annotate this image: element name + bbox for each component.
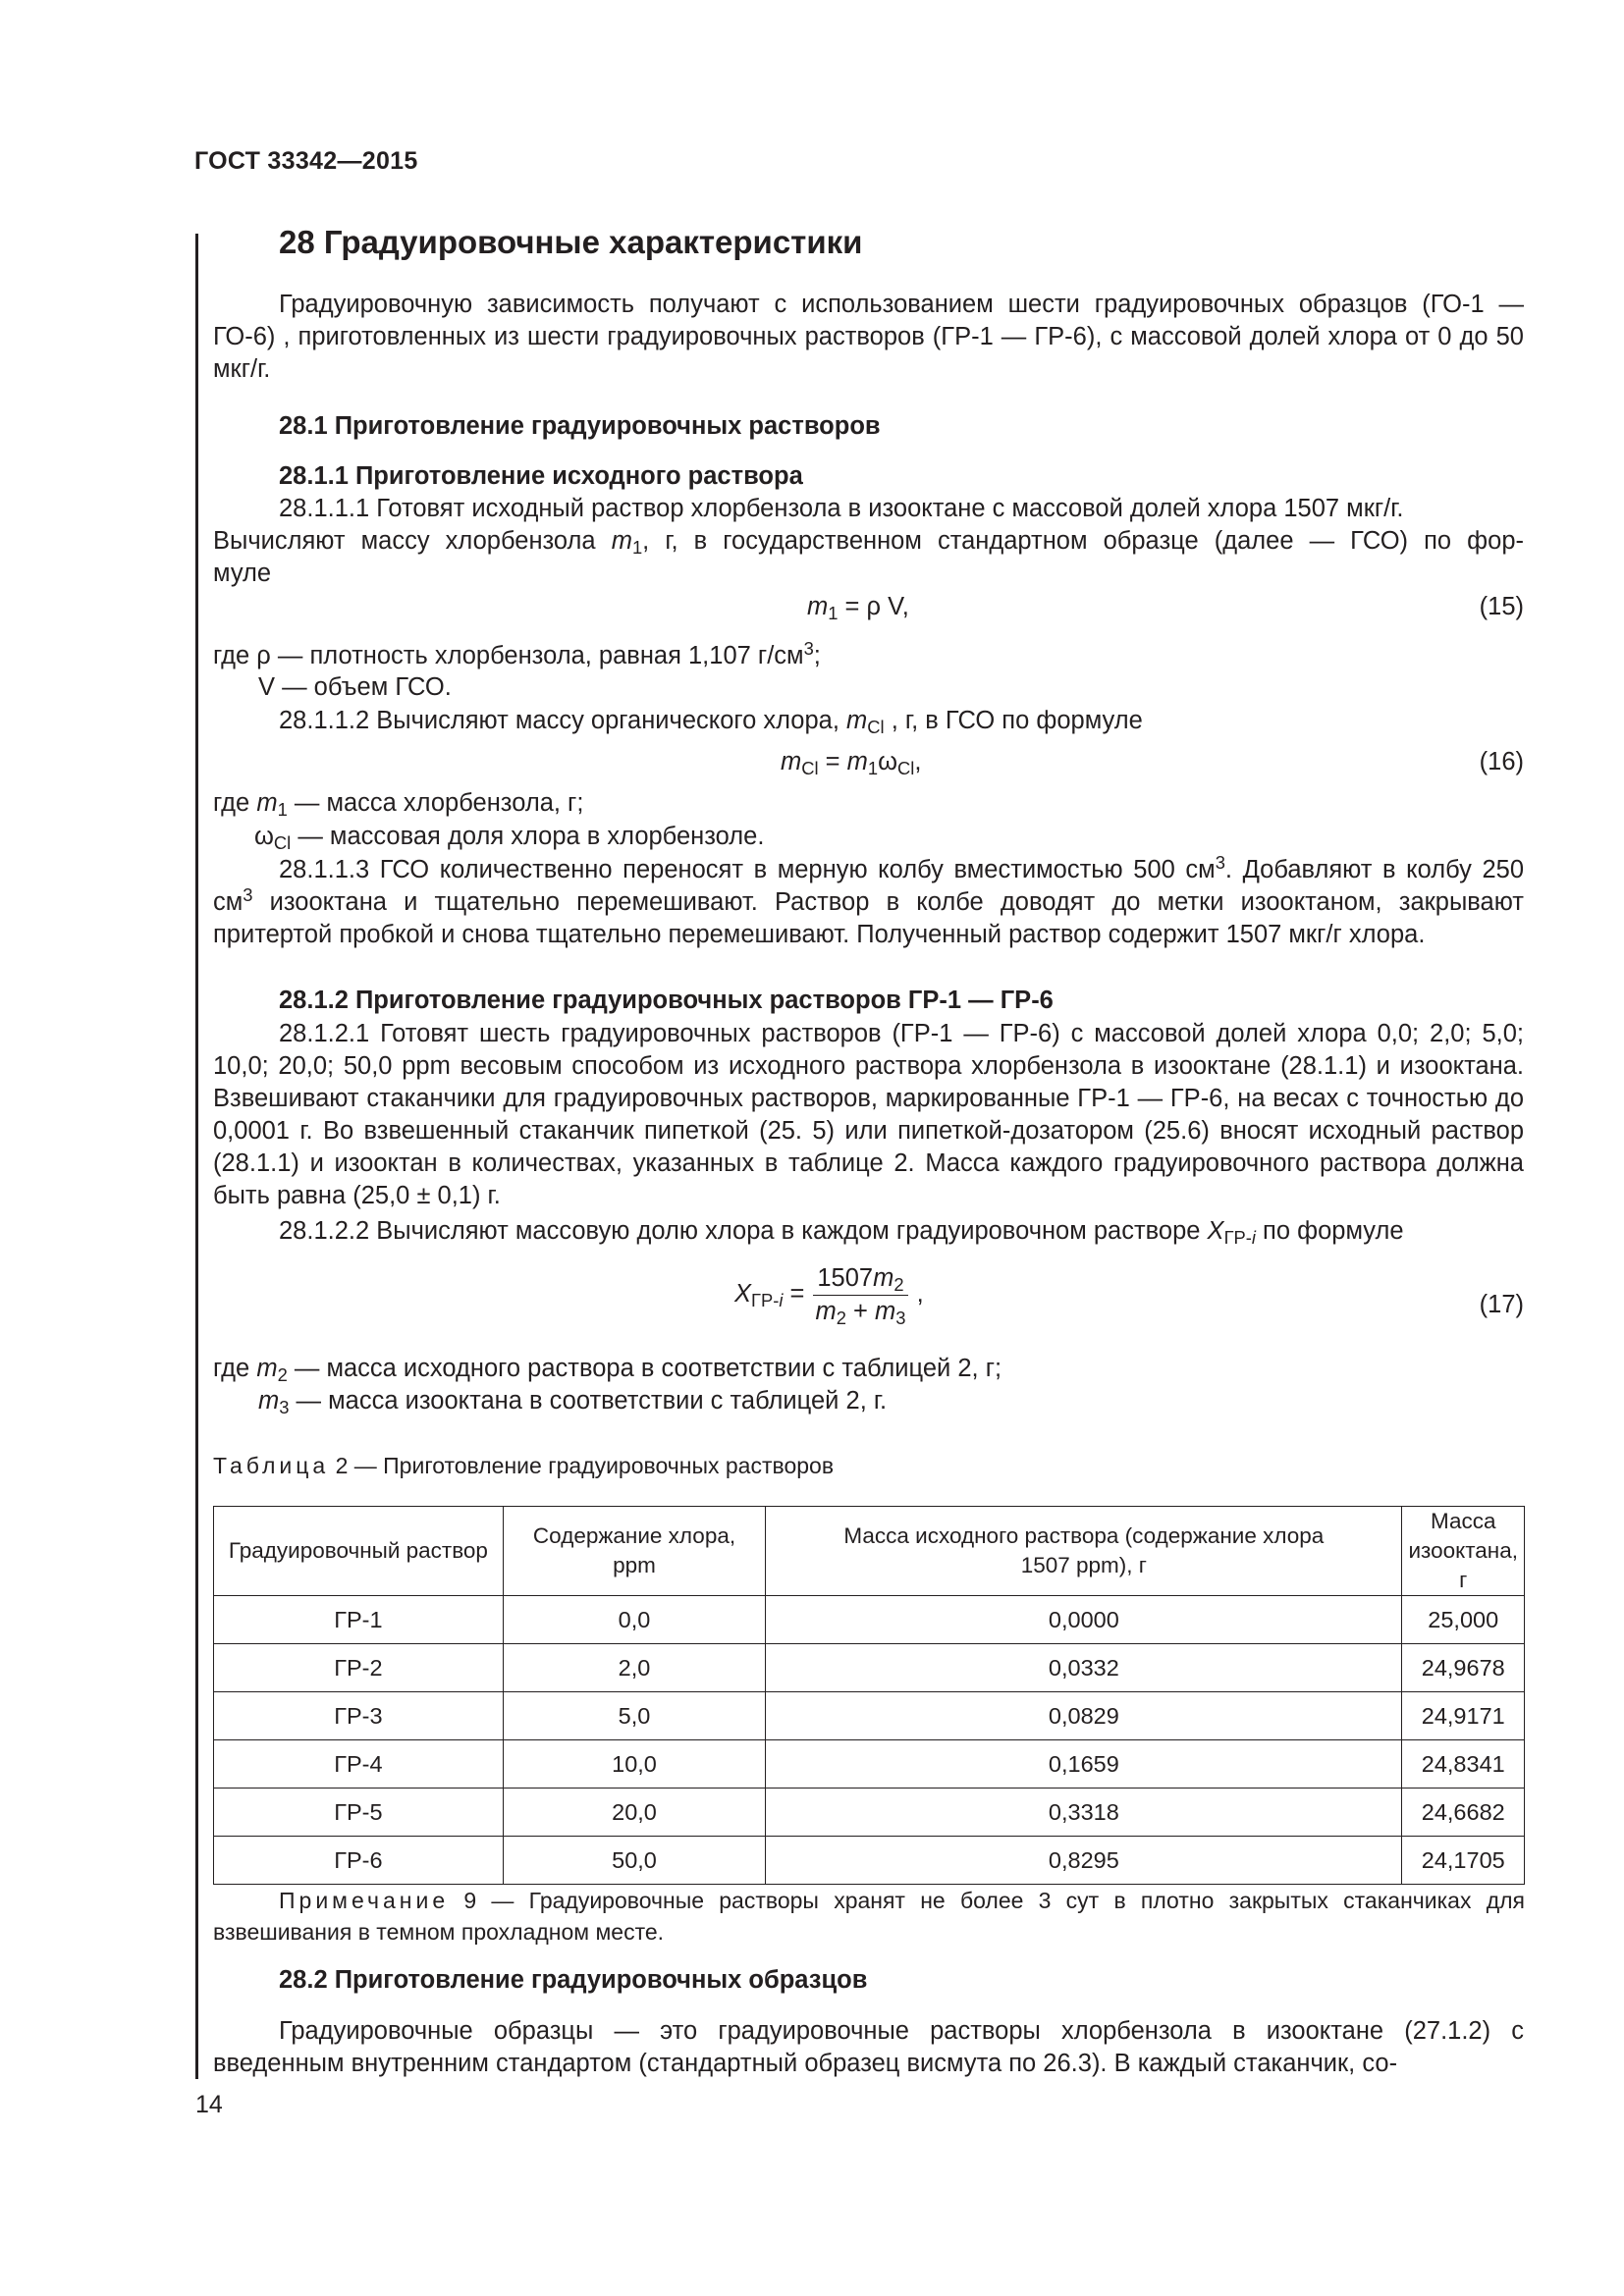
cell-stock-mass: 0,0829 (766, 1692, 1402, 1740)
subsection-title-28-1-1: 28.1.1 Приготовление исходного раствора (279, 462, 803, 490)
cell-isooctane-mass: 24,9171 (1402, 1692, 1525, 1740)
table-row (214, 1692, 1525, 1740)
section-intro: Градуировочную зависимость получают с использованием шести градуировочных образцов (ГО-1 — ГО-6) , приготовленных из шести градуировочных растворов (ГР-1 — ГР-6), с массовой долей хлора от 0 до 50 мкг/г. (213, 291, 1524, 383)
calibration-table (213, 1506, 1525, 1885)
formula-15-number: (15) (1479, 593, 1524, 620)
cell-solution: ГР-6 (214, 1837, 504, 1885)
formula-17-number: (17) (1479, 1291, 1524, 1318)
subsection-title-28-2: 28.2 Приготовление градуировочных образцов (279, 1966, 868, 1994)
cell-solution: ГР-1 (214, 1596, 504, 1644)
cell-solution: ГР-3 (214, 1692, 504, 1740)
document-code: ГОСТ 33342—2015 (194, 147, 418, 175)
formula-15: $m_1 = \rho$ V, (807, 593, 909, 623)
header-chlorine-content: Содержание хлора, ppm (503, 1507, 765, 1596)
where-m3: $m_3$ — масса изооктана в соответствии с таблицей 2, г. (258, 1387, 888, 1417)
paragraph-28-1-2-2: 28.1.2.2 Вычисляют массовую долю хлора в каждом градуировочном растворе $X_{ГР-i}$ по формуле (279, 1217, 1404, 1248)
header-solution: Градуировочный раствор (214, 1507, 504, 1596)
cell-chlorine: 10,0 (503, 1740, 765, 1789)
formula-17-fraction: $\frac{1507m_2}{m_2 + m_3}$ (811, 1264, 909, 1326)
page-number: 14 (195, 2091, 223, 2118)
header-stock-mass: Масса исходного раствора (содержание хлора 1507 ppm), г (766, 1507, 1402, 1596)
table-header-row (214, 1507, 1525, 1596)
cell-stock-mass: 0,8295 (766, 1837, 1402, 1885)
formula-16: $m_{Cl} = m_1\omega_{Cl}$, (781, 748, 922, 778)
where-rho: где ρ — плотность хлорбензола, равная 1,107 $г/см^3$; (213, 638, 821, 669)
section-title: 28 Градуировочные характеристики (279, 224, 863, 260)
where-v: V — объем ГСО. (258, 673, 452, 701)
cell-isooctane-mass: 24,9678 (1402, 1644, 1525, 1692)
cell-isooctane-mass: 24,8341 (1402, 1740, 1525, 1789)
paragraph-28-1-2-1: 28.1.2.1 Готовят шесть градуировочных растворов (ГР-1 — ГР-6) с массовой долей хлора 0,0; 2,0; 5,0; 10,0; 20,0; 50,0 ppm весовым способом из исходного раствора хлорбензола в изооктане (28.1.1) и изооктана. Взвешивают стаканчики для градуировочных растворов, маркированные ГР-1 — ГР-6, на весах с точностью до 0,0001 г. Во взвешенный стаканчик пипеткой (25. 5) или пипеткой-дозатором (25.6) вносят исходный раствор (28.1.1) и изооктан в количествах, указанных в таблице 2. Масса каждого градуировочного раствора должна быть равна (25,0 ± 0,1) г. (213, 1020, 1524, 1209)
subsection-title-28-1: 28.1 Приготовление градуировочных растворов (279, 412, 881, 440)
cell-chlorine: 50,0 (503, 1837, 765, 1885)
table-row (214, 1740, 1525, 1789)
table-row (214, 1789, 1525, 1837)
where-m1: где $m_1$ — масса хлорбензола, г; (213, 789, 584, 820)
paragraph-28-1-1-1-line3: муле (213, 560, 272, 587)
paragraph-28-1-1-2: 28.1.1.2 Вычисляют массу органического хлора, $m_{Cl}$ , г, в ГСО по формуле (279, 707, 1143, 737)
where-m2: где $m_2$ — масса исходного раствора в соответствии с таблицей 2, г; (213, 1355, 1002, 1385)
cell-solution: ГР-5 (214, 1789, 504, 1837)
formula-17: $X_{ГР-i}$ = $\frac{1507m_2}{m_2 + m_3}$ , (734, 1264, 924, 1328)
where-omega: $\omega_{Cl}$ — массовая доля хлора в хлорбензоле. (254, 823, 765, 853)
cell-stock-mass: 0,0332 (766, 1644, 1402, 1692)
cell-chlorine: 20,0 (503, 1789, 765, 1837)
table-row (214, 1596, 1525, 1644)
subsection-title-28-1-2: 28.1.2 Приготовление градуировочных растворов ГР-1 — ГР-6 (279, 987, 1054, 1014)
cell-solution: ГР-4 (214, 1740, 504, 1789)
paragraph-28-1-1-1-line1: 28.1.1.1 Готовят исходный раствор хлорбензола в изооктане с массовой долей хлора 1507 мкг/г. (279, 495, 1404, 522)
cell-isooctane-mass: 24,6682 (1402, 1789, 1525, 1837)
paragraph-28-2: Градуировочные образцы — это градуировочные растворы хлорбензола в изооктане (27.1.2) с введенным внутренним стандартом (стандартный образец висмута по 26.3). В каждый стаканчик, со- (213, 2017, 1524, 2077)
table-note: Примечание 9 — Градуировочные растворы хранят не более 3 сут в плотно закрытых стаканчиках для взвешивания в темном прохладном месте. (213, 1888, 1525, 1945)
cell-isooctane-mass: 24,1705 (1402, 1837, 1525, 1885)
cell-chlorine: 2,0 (503, 1644, 765, 1692)
cell-solution: ГР-2 (214, 1644, 504, 1692)
cell-chlorine: 5,0 (503, 1692, 765, 1740)
table-row (214, 1837, 1525, 1885)
revision-bar (195, 234, 198, 2079)
formula-16-number: (16) (1479, 748, 1524, 775)
cell-stock-mass: 0,3318 (766, 1789, 1402, 1837)
header-isooctane-mass: Масса изооктана, г (1402, 1507, 1525, 1596)
cell-isooctane-mass: 25,000 (1402, 1596, 1525, 1644)
cell-chlorine: 0,0 (503, 1596, 765, 1644)
table-caption: Таблица 2 — Приготовление градуировочных растворов (213, 1453, 835, 1478)
cell-stock-mass: 0,0000 (766, 1596, 1402, 1644)
paragraph-28-1-1-3: 28.1.1.3 ГСО количественно переносят в мерную колбу вместимостью 500 $см^3$. Добавляют в колбу 250 $см^3$ изооктана и тщательно перемешивают. Раствор в колбе доводят до метки изооктаном, закрывают притертой пробкой и снова тщательно перемешивают. Полученный раствор содержит 1507 мкг/г хлора. (213, 852, 1524, 948)
paragraph-28-1-1-1-line2: Вычисляют массу хлорбензола $m_1$, г, в государственном стандартном образце (далее — ГСО) по фор- (213, 527, 1524, 558)
table-row (214, 1644, 1525, 1692)
cell-stock-mass: 0,1659 (766, 1740, 1402, 1789)
